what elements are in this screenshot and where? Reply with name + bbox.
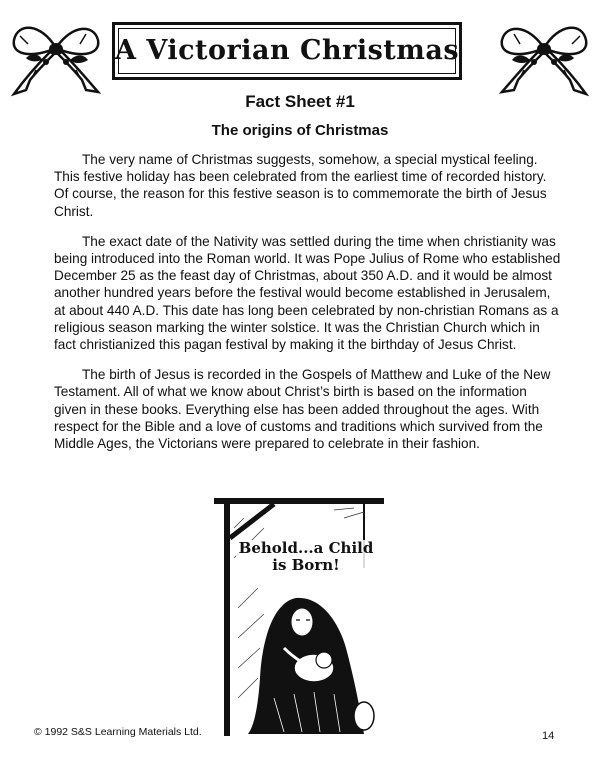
ribbon-bow-left-icon <box>6 18 106 98</box>
nativity-illustration <box>214 498 384 736</box>
illustration-caption <box>236 540 376 574</box>
banner-title: A Victorian Christmas <box>115 35 460 66</box>
ribbon-bow-right-icon <box>494 18 594 98</box>
page-number: 14 <box>542 730 555 742</box>
caption-line-2: is Born! <box>272 556 340 574</box>
paragraph-1: The very name of Christmas suggests, somehow, a special mystical feeling. This festive holiday has been celebrated from the earliest time of recorded history. Of course, the reason for this festive season is to commemorate the birth of Jesus Christ. <box>54 152 547 219</box>
copyright-notice: © 1992 S&S Learning Materials Ltd. <box>34 726 202 738</box>
nativity-drawing-icon <box>214 498 384 736</box>
body-text <box>54 151 562 465</box>
paragraph-3: The birth of Jesus is recorded in the Gospels of Matthew and Luke of the New Testament. All of what we know about Christ’s birth is based on the information given in these books. Everything else has been added throughout the ages. With respect for the Bible and a love of customs and traditions which survived from the Middle Ages, the Victorians were prepared to celebrate in their fashion. <box>54 367 551 452</box>
title-banner <box>112 22 462 80</box>
sheet-title: Fact Sheet #1 <box>245 92 355 111</box>
paragraph-2: The exact date of the Nativity was settled during the time when christianity was being introduced into the Roman world. It was Pope Julius of Rome who established December 25 as the feast day of Christmas, about 350 A.D. and it would be almost another hundred years before the festival would become established in Jerusalem, at about 440 A.D. This date has long been celebrated by non-christian Romans as a religious season marking the winter solstice. It was the Christian Church which in fact christianized this pagan festival by making it the birthday of Jesus Christ. <box>54 233 561 353</box>
sheet-subtitle: The origins of Christmas <box>211 122 389 139</box>
caption-line-1: Behold...a Child <box>238 539 374 557</box>
